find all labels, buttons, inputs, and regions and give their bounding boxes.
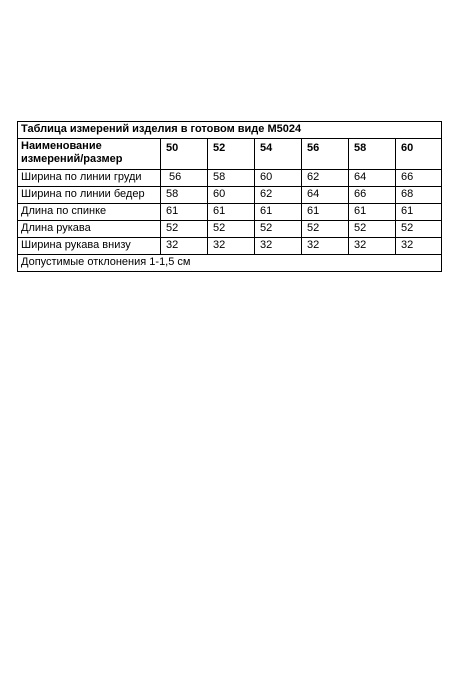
table-cell: 32 [396, 238, 442, 255]
size-header: 56 [302, 139, 349, 170]
table-cell: 56 [161, 170, 208, 187]
table-row [18, 221, 442, 238]
row-label: Длина рукава [18, 221, 161, 238]
header-label-line2: измерений/размер [21, 153, 123, 165]
table-cell: 61 [255, 204, 302, 221]
table-cell: 61 [349, 204, 396, 221]
table-cell: 68 [396, 187, 442, 204]
row-label: Ширина по линии бедер [18, 187, 161, 204]
table-cell: 58 [161, 187, 208, 204]
table-cell: 52 [255, 221, 302, 238]
table-cell: 52 [349, 221, 396, 238]
table-cell: 32 [208, 238, 255, 255]
table-cell: 62 [302, 170, 349, 187]
row-label: Ширина рукава внизу [18, 238, 161, 255]
table-cell: 61 [302, 204, 349, 221]
table-cell: 52 [302, 221, 349, 238]
size-header: 52 [208, 139, 255, 170]
table-cell: 52 [161, 221, 208, 238]
header-label-line1: Наименование [21, 140, 102, 152]
header-label-cell [18, 139, 161, 170]
table-cell: 61 [396, 204, 442, 221]
table-cell: 52 [208, 221, 255, 238]
tolerance-note: Допустимые отклонения 1-1,5 см [18, 255, 442, 272]
table-cell: 64 [302, 187, 349, 204]
table-cell: 64 [349, 170, 396, 187]
row-label: Ширина по линии груди [18, 170, 161, 187]
table-cell: 32 [255, 238, 302, 255]
size-header: 50 [161, 139, 208, 170]
table-cell: 58 [208, 170, 255, 187]
table-cell: 32 [161, 238, 208, 255]
table-cell: 52 [396, 221, 442, 238]
size-header: 58 [349, 139, 396, 170]
table-cell: 61 [161, 204, 208, 221]
table-row [18, 187, 442, 204]
table-row [18, 204, 442, 221]
table-cell: 66 [396, 170, 442, 187]
table-title-row [18, 122, 442, 139]
table-footer-row [18, 255, 442, 272]
table-cell: 60 [255, 170, 302, 187]
table-title: Таблица измерений изделия в готовом виде М5024 [18, 122, 442, 139]
table-row [18, 170, 442, 187]
table-header-row [18, 139, 442, 170]
measurement-table [17, 121, 442, 272]
table-row [18, 238, 442, 255]
size-header: 54 [255, 139, 302, 170]
table-cell: 60 [208, 187, 255, 204]
table-cell: 62 [255, 187, 302, 204]
table-cell: 66 [349, 187, 396, 204]
size-header: 60 [396, 139, 442, 170]
table-cell: 61 [208, 204, 255, 221]
table-cell: 32 [302, 238, 349, 255]
table-cell: 32 [349, 238, 396, 255]
row-label: Длина по спинке [18, 204, 161, 221]
